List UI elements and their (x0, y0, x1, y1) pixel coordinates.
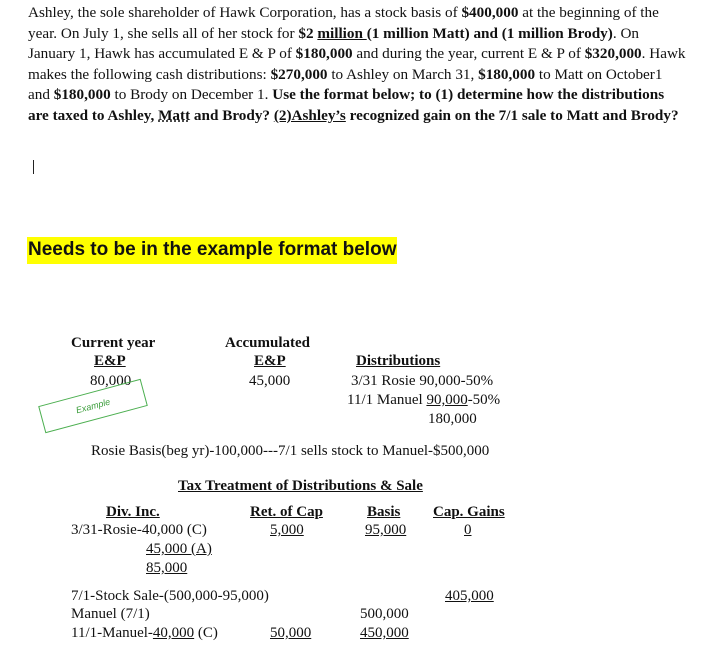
row-cap-gains: 0 (464, 522, 472, 538)
text-cursor (33, 160, 34, 174)
col-header-cap-gains: Cap. Gains (433, 504, 505, 520)
distribution-text: 90,000 (426, 392, 468, 408)
row-ret-of-cap: 5,000 (270, 522, 304, 538)
problem-text: recognized gain on the 7/1 sale to Matt and Brody? (345, 106, 679, 124)
problem-text: million (317, 24, 367, 42)
problem-text: $400,000 (461, 4, 519, 21)
distribution-total: 180,000 (428, 411, 477, 427)
stock-sale-gain: 405,000 (445, 588, 494, 604)
manuel-label: Manuel (7/1) (71, 606, 150, 622)
problem-text: $180,000 (295, 45, 353, 63)
tax-treatment-header: Tax Treatment of Distributions & Sale (178, 478, 423, 494)
distributions-header: Distributions (356, 353, 441, 369)
rosie-basis-line: Rosie Basis(beg yr)-100,000---7/1 sells stock to Manuel-$500,000 (91, 443, 490, 459)
format-note: Needs to be in the example format below (27, 237, 397, 264)
col-header-div-inc: Div. Inc. (106, 504, 160, 520)
distribution-row: 3/31 Rosie 90,000-50% (351, 373, 494, 389)
distribution-text: -50% (467, 392, 501, 408)
current-ep-header: Current year (71, 335, 156, 351)
problem-text: (2)Ashley’s (273, 106, 346, 124)
problem-text: at the beginning of the year. On July 1, she sells all of her stock for (28, 4, 659, 42)
problem-text: $180,000 (478, 65, 536, 83)
row-div-inc-total: 85,000 (146, 560, 188, 576)
distribution-row (347, 391, 500, 409)
problem-text: $180,000 (53, 86, 111, 104)
problem-text: (1 million Matt) and (1 million Brody) (366, 24, 613, 42)
row-div-inc-a: 45,000 (A) (146, 541, 212, 557)
manuel-distribution (71, 624, 218, 642)
problem-text: Ashley, the sole shareholder of Hawk Corporation, has a stock basis of (28, 4, 462, 21)
col-header-basis: Basis (367, 504, 401, 520)
accum-ep-header: Accumulated (225, 335, 310, 351)
manuel-basis: 500,000 (360, 606, 409, 622)
problem-statement (28, 3, 688, 127)
current-ep-subheader: E&P (94, 353, 126, 369)
distribution-text: 11/1 Manuel (347, 392, 427, 408)
manuel-ret-of-cap: 50,000 (270, 625, 312, 641)
accum-ep-subheader: E&P (254, 353, 286, 369)
problem-text: . On January 1, Hawk has accumulated E & P of (28, 24, 639, 63)
problem-text: and Brody? (190, 106, 274, 124)
problem-text: and during the year, current E & P of (352, 45, 585, 63)
stock-sale-line: 7/1-Stock Sale-(500,000-95,000) (71, 588, 269, 604)
problem-text: $270,000 (270, 65, 328, 83)
manuel-basis-end: 450,000 (360, 625, 409, 641)
problem-text: . Hawk makes the following cash distributions: (28, 45, 686, 83)
problem-text: to Ashley on March 31, (327, 65, 479, 83)
manuel-distribution-text: (C) (194, 625, 218, 641)
problem-text: to Brody on December 1. (110, 86, 273, 104)
manuel-distribution-text: 40,000 (152, 625, 195, 641)
problem-text: $2 (298, 24, 318, 42)
manuel-distribution-text: 11/1-Manuel- (71, 625, 153, 641)
problem-text: Use the format below; to (1) determine how the distributions are taxed to Ashley, (28, 86, 665, 124)
problem-text: $320,000 (584, 45, 642, 63)
row-basis: 95,000 (365, 522, 407, 538)
example-stamp: Example (38, 379, 148, 433)
col-header-ret-of-cap: Ret. of Cap (250, 504, 323, 520)
problem-text: to Matt on October1 and (28, 65, 663, 104)
problem-text: Matt (158, 106, 191, 124)
current-ep-value: 80,000 (90, 373, 132, 389)
accum-ep-value: 45,000 (249, 373, 291, 389)
row-div-inc: 3/31-Rosie-40,000 (C) (71, 522, 207, 538)
